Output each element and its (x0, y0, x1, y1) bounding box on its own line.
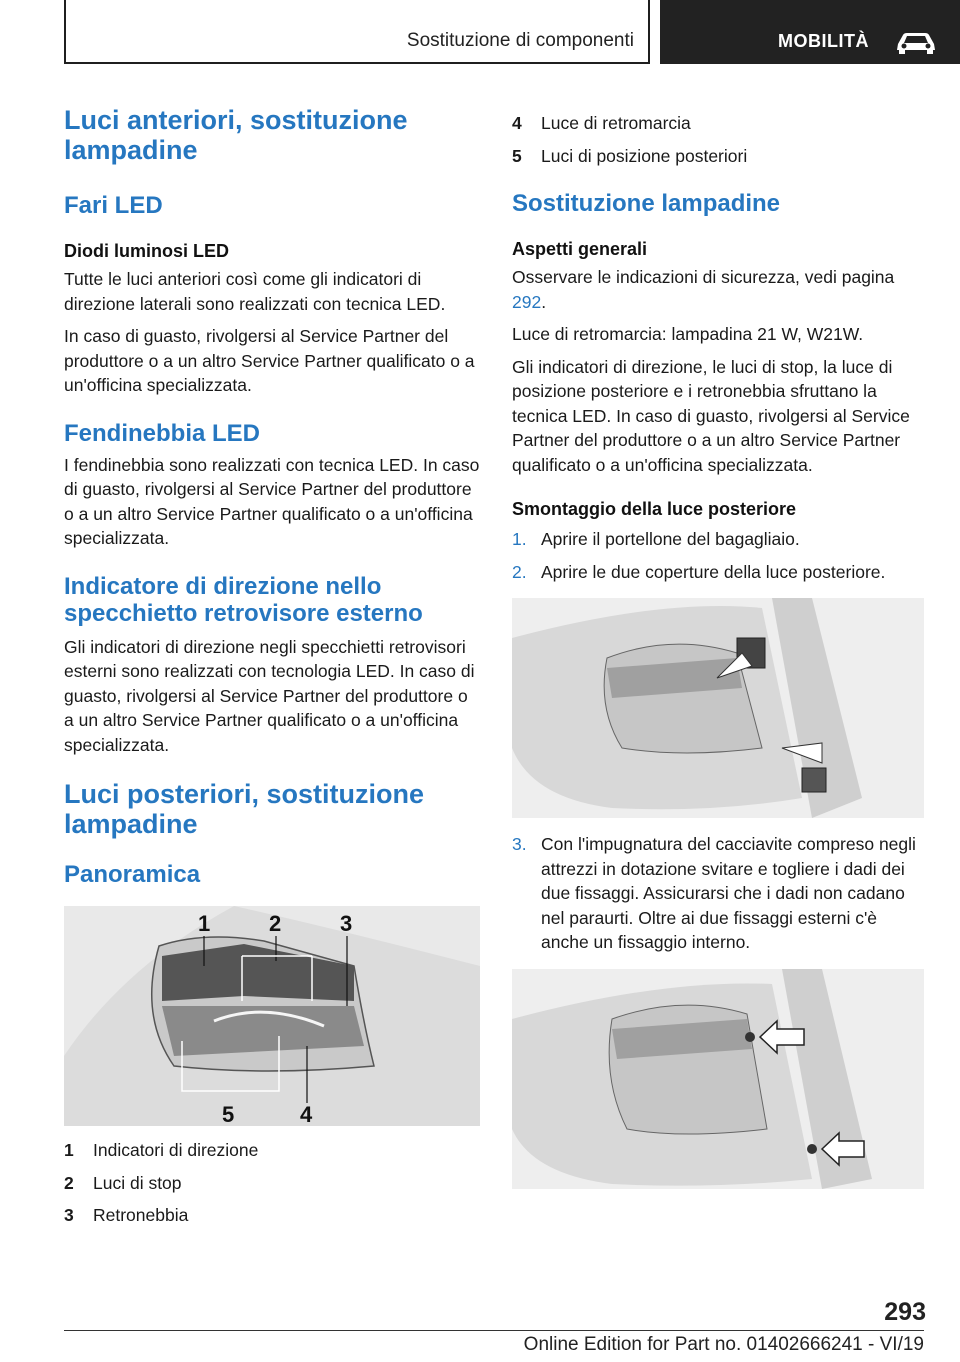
heading-diodi: Diodi luminosi LED (64, 241, 229, 261)
heading-sostituzione: Sostituzione lampadine (512, 190, 781, 217)
header-section-title: Sostituzione di componenti (406, 30, 634, 51)
edition-note: Online Edition for Part no. 01402666241 - VI/19 (523, 1334, 924, 1355)
rear-light-fasteners-drawing (512, 969, 924, 1189)
footer-divider (64, 1330, 924, 1331)
page-number: 293 (884, 1298, 926, 1326)
rear-light-overview-drawing (64, 906, 480, 1126)
paragraph-sicurezza: Osservare le indicazioni di sicurezza, vedi pagina 292. (512, 267, 895, 312)
step-item: 3. Con l'impugnatura del cacciavite compreso negli attrezzi in dotazione svitare e togliere i dadi dei due fissaggi. Assicurarsi che i dadi non cadano nel paraurti. Oltre ai due fissaggi esterni c'è anche un fissaggio interno. (512, 834, 916, 952)
header-chapter-title: MOBILITÀ (778, 31, 869, 51)
steps-list (512, 527, 924, 584)
legend-item: 2 Luci di stop (64, 1172, 182, 1193)
diagram-label-5: 5 (222, 1102, 235, 1126)
header-chapter-tab[interactable] (660, 0, 960, 64)
legend-item: 1 Indicatori di direzione (64, 1140, 259, 1160)
paragraph-retromarcia: Luce di retromarcia: lampadina 21 W, W21W. (512, 324, 864, 344)
paragraph-led: Tutte le luci anteriori così come gli indicatori di direzione laterali sono realizzati con tecnica LED. (64, 269, 446, 314)
heading-front-lights: Luci anteriori, sostituzione lampadine (64, 105, 408, 165)
legend-item: 4 Luce di retromarcia (512, 113, 691, 133)
diagram-label-2: 2 (269, 911, 282, 936)
heading-fendinebbia: Fendinebbia LED (64, 419, 261, 447)
header-section-box (64, 0, 650, 64)
car-icon (894, 30, 938, 54)
legend-item: 5 Luci di posizione posteriori (512, 145, 748, 166)
step-item: 2. Aprire le due coperture della luce posteriore. (512, 561, 886, 582)
diagram-label-4: 4 (300, 1102, 313, 1126)
legend-list-right (512, 111, 924, 168)
right-column (512, 111, 924, 1189)
paragraph-specchietto: Gli indicatori di direzione negli specchietti retrovisori esterni sono realizzati con tecnologia LED. In caso di guasto, rivolgersi al Service Partner del produttore o a un altro Service Partner qualificato o a un'officina specializzata. (64, 636, 475, 755)
heading-rear-lights: Luci posteriori, sostituzione lampadine (64, 779, 425, 839)
rear-light-covers-drawing (512, 598, 924, 818)
legend-item: 3 Retronebbia (64, 1205, 189, 1225)
step-item: 1. Aprire il portellone del bagagliaio. (512, 529, 800, 549)
paragraph-led-posteriori: Gli indicatori di direzione, le luci di stop, la luce di posizione posteriore e i retronebbia sfruttano la tecnica LED. In caso di guasto, rivolgersi al Service Partner del produttore o a un altro Service Partner qualificato o a un'officina specializzata. (512, 356, 910, 475)
rear-light-covers-image (512, 598, 924, 818)
paragraph-guasto: In caso di guasto, rivolgersi al Service Partner del produttore o a un altro Service Partner qualificato o a un'officina specializzata. (64, 326, 475, 395)
heading-fari-led: Fari LED (64, 192, 163, 219)
heading-indicatore: Indicatore di direzione nello specchietto retrovisore esterno (64, 572, 423, 627)
rear-light-overview-image (64, 906, 480, 1126)
legend-list-left (64, 1138, 480, 1228)
diagram-label-1: 1 (198, 911, 211, 936)
paragraph-fendinebbia: I fendinebbia sono realizzati con tecnica LED. In caso di guasto, rivolgersi al Service Partner del produttore o a un altro Service Partner qualificato o a un'officina specializzata. (64, 454, 480, 548)
heading-panoramica: Panoramica (64, 861, 201, 888)
heading-aspetti: Aspetti generali (512, 239, 648, 259)
heading-smontaggio: Smontaggio della luce posteriore (512, 499, 797, 519)
rear-light-fasteners-image (512, 969, 924, 1189)
diagram-label-3: 3 (340, 911, 353, 936)
left-column (64, 100, 480, 1236)
page-link[interactable]: 292 (512, 291, 542, 312)
steps-list-continued (512, 832, 924, 955)
